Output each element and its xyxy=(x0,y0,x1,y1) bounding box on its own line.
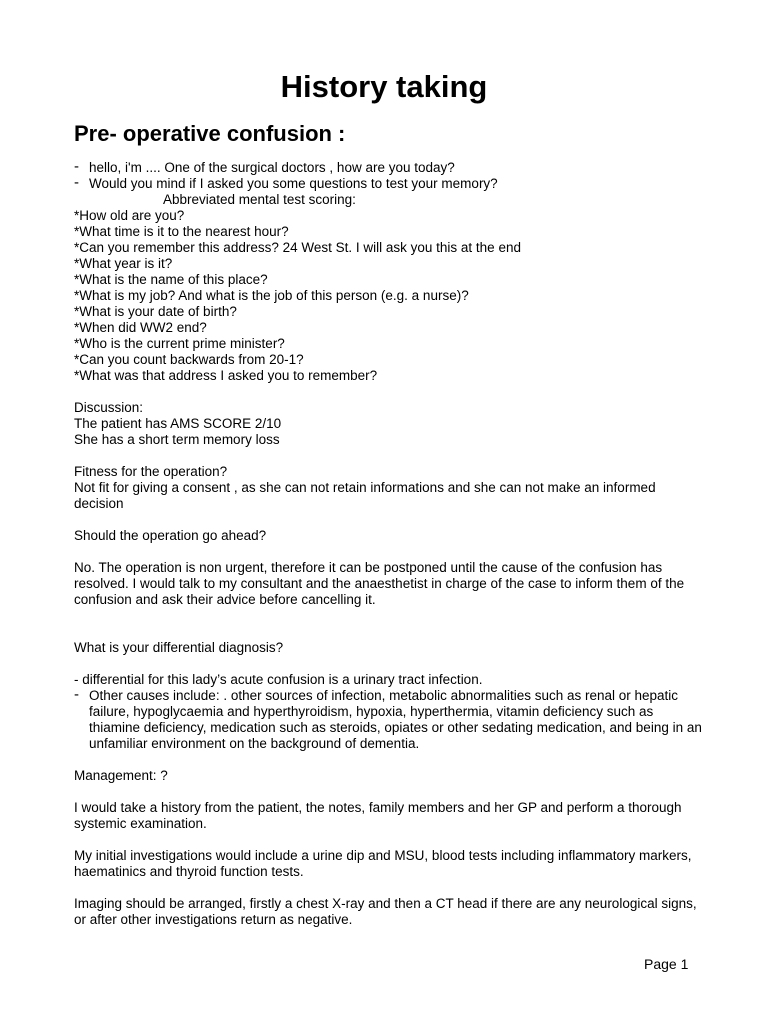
differential-question: What is your differential diagnosis? xyxy=(74,640,284,655)
document-title: History taking xyxy=(280,69,488,104)
other-causes-text: Other causes include: . other sources of infection, metabolic abnormalities such as renal or hepatic failure, hypoglycaemia and hyperthyroidism, hypoxia, hyperthermia, vitamin deficiency such as thiamine deficiency, medication such as steroids, opiates or other sedating medication, and being in an unfamiliar environment on the background of dementia. xyxy=(89,688,702,751)
question-item: *Can you count backwards from 20-1? xyxy=(74,352,304,367)
dash-marker: - xyxy=(74,686,79,703)
management-paragraph: Imaging should be arranged, firstly a chest X-ray and then a CT head if there are any neurological signs, or after other investigations return as negative. xyxy=(74,896,697,927)
page-number: Page 1 xyxy=(644,956,689,972)
question-item: *What time is it to the nearest hour? xyxy=(74,224,289,239)
question-item: *Who is the current prime minister? xyxy=(74,336,285,351)
intro-bullet-1 xyxy=(74,160,704,176)
other-causes-bullet xyxy=(74,688,704,752)
fitness-answer: Not fit for giving a consent , as she can not retain informations and she can not make an informed decision xyxy=(74,480,656,511)
document-body xyxy=(74,160,704,928)
management-paragraph: I would take a history from the patient, the notes, family members and her GP and perform a thorough systemic examination. xyxy=(74,800,682,831)
discussion-line: The patient has AMS SCORE 2/10 xyxy=(74,416,282,431)
question-item: *What was that address I asked you to remember? xyxy=(74,368,378,383)
question-item: *How old are you? xyxy=(74,208,185,223)
intro-bullet-text: hello, i'm .... One of the surgical doctors , how are you today? xyxy=(89,160,455,175)
management-heading: Management: ? xyxy=(74,768,168,783)
question-item: *What is your date of birth? xyxy=(74,304,237,319)
intro-bullet-2 xyxy=(74,176,704,192)
intro-bullet-text: Would you mind if I asked you some questions to test your memory? xyxy=(89,176,498,191)
abbreviated-test-heading: Abbreviated mental test scoring: xyxy=(163,192,356,207)
dash-marker: - xyxy=(74,158,79,175)
question-item: *What year is it? xyxy=(74,256,173,271)
go-ahead-answer: No. The operation is non urgent, therefore it can be postponed until the cause of the confusion has resolved. I would talk to my consultant and the anaesthetist in charge of the case to inform them of the confusion and ask their advice before cancelling it. xyxy=(74,560,685,607)
section-heading: Pre- operative confusion : xyxy=(74,121,346,146)
discussion-heading: Discussion: xyxy=(74,400,144,415)
dash-marker: - xyxy=(74,174,79,191)
question-item: *When did WW2 end? xyxy=(74,320,207,335)
management-paragraph: My initial investigations would include a urine dip and MSU, blood tests including inflammatory markers, haematinics and thyroid function tests. xyxy=(74,848,692,879)
question-item: *Can you remember this address? 24 West St. I will ask you this at the end xyxy=(74,240,521,255)
go-ahead-question: Should the operation go ahead? xyxy=(74,528,267,543)
question-item: *What is the name of this place? xyxy=(74,272,268,287)
differential-line: - differential for this lady’s acute confusion is a urinary tract infection. xyxy=(74,672,483,687)
question-item: *What is my job? And what is the job of this person (e.g. a nurse)? xyxy=(74,288,469,303)
discussion-line: She has a short term memory loss xyxy=(74,432,280,447)
fitness-question: Fitness for the operation? xyxy=(74,464,228,479)
